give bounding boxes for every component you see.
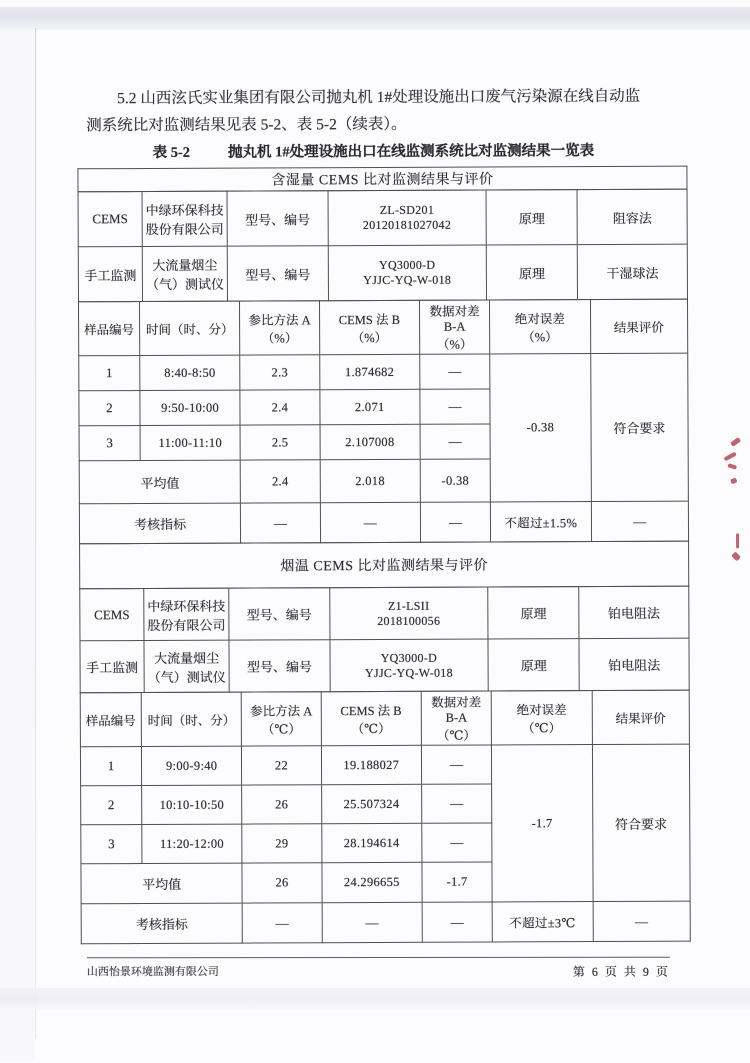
intro-line-1: 5.2 山西泫氏实业集团有限公司抛丸机 1#处理设施出口废气污染源在线自动监 (117, 87, 641, 108)
cell-principle: 铂电阻法 (579, 638, 689, 690)
red-seal-mark-icon (736, 533, 739, 548)
table-row (80, 638, 689, 693)
col-header-abs-error: 绝对误差 （%） (490, 300, 591, 354)
col-header-sample-no: 样品编号 (78, 302, 139, 356)
assessment-row (81, 901, 690, 944)
cell-vendor: 大流量烟尘 （气）测试仪 (144, 640, 229, 692)
cell-principle: 阻容法 (577, 189, 687, 244)
cell-sample-no: 1 (79, 356, 140, 391)
footer-company-name: 山西怡景环境监测有限公司 (86, 966, 219, 979)
footer-page-number: 第 6 页 共 9 页 (572, 964, 670, 979)
col-header-pair-diff: 数据对差 B-A （%） (420, 300, 490, 354)
cell-ref-a: 2.4 (240, 390, 319, 425)
cell-result-merged: 符合要求 (590, 353, 688, 501)
col-header-ref-method: 参比方法 A （%） (240, 301, 319, 355)
cell-average-cems-b: 2.018 (320, 459, 421, 502)
cell-model-label: 型号、编号 (229, 588, 330, 640)
col-header-cems-b: CEMS 法 B （%） (319, 300, 420, 354)
cell-model-label: 型号、编号 (229, 640, 330, 692)
cell-role: CEMS (80, 589, 144, 641)
section-title: 含湿量 CEMS 比对监测结果与评价 (78, 166, 687, 192)
cell-model-label: 型号、编号 (227, 246, 328, 301)
cell-model-label: 型号、编号 (227, 191, 328, 246)
cell-assessment-cems-b: — (320, 502, 421, 542)
cell-diff: — (420, 389, 490, 424)
cell-assessment-diff: — (420, 502, 490, 542)
section-title-table (79, 541, 689, 590)
table-row (78, 244, 687, 302)
cell-time: 11:20-12:00 (142, 824, 243, 863)
cell-vendor: 中绿环保科技 股份有限公司 (142, 191, 227, 246)
cell-model-serial: YQ3000-D YJJC-YQ-W-018 (328, 245, 487, 301)
table-caption-title: 抛丸机 1#处理设施出口在线监测系统比对监测结果一览表 (227, 143, 595, 161)
cell-principle-label: 原理 (486, 245, 578, 300)
intro-line-2: 测系统比对监测结果见表 5-2、表 5-2（续表）。 (86, 115, 407, 135)
cell-assessment-result: — (591, 501, 689, 541)
cell-vendor: 中绿环保科技 股份有限公司 (144, 588, 229, 640)
cell-cems-b: 25.507324 (321, 784, 422, 823)
comparison-tables (77, 166, 690, 945)
cell-principle: 铂电阻法 (579, 586, 689, 638)
cell-average-cems-b: 24.296655 (321, 862, 422, 902)
cell-time: 8:40-8:50 (140, 355, 241, 390)
table-caption-number: 表 5-2 (152, 144, 191, 161)
col-header-time: 时间（时、分） (141, 692, 242, 746)
cell-cems-b: 28.194614 (321, 823, 422, 862)
data-table (80, 690, 691, 945)
table-caption (0, 138, 748, 162)
table-row (80, 744, 689, 786)
cell-average-label: 平均值 (81, 863, 243, 904)
cell-result-merged: 符合要求 (592, 744, 690, 901)
cell-principle-label: 原理 (488, 639, 580, 691)
cell-principle-label: 原理 (488, 587, 580, 639)
cell-average-ref-a: 2.4 (241, 460, 320, 503)
col-header-result: 结果评价 (592, 690, 690, 744)
cell-assessment-ref-a: — (242, 903, 321, 943)
table-row (80, 586, 689, 641)
col-header-sample-no: 样品编号 (80, 693, 141, 747)
red-seal-mark-icon (727, 463, 737, 470)
assessment-row (79, 501, 688, 544)
cell-ref-a: 26 (242, 785, 321, 824)
cell-sample-no: 3 (81, 825, 142, 864)
cell-cems-b: 2.107008 (320, 424, 421, 459)
cell-model-serial: Z1-LSII 2018100056 (329, 587, 488, 640)
red-seal-mark-icon (724, 452, 737, 462)
cell-principle-label: 原理 (486, 190, 578, 245)
cell-time: 11:00-11:10 (140, 425, 241, 460)
header-row (78, 299, 687, 356)
cell-ref-a: 2.5 (240, 425, 319, 460)
cell-assessment-cems-b: — (322, 902, 423, 942)
cell-diff: — (422, 784, 492, 823)
col-header-time: 时间（时、分） (139, 301, 240, 355)
intro-paragraph (86, 83, 672, 140)
cell-assessment-limit: 不超过±1.5% (490, 502, 591, 542)
cell-average-diff: -1.7 (422, 862, 492, 902)
cell-cems-b: 2.071 (319, 389, 420, 424)
cell-assessment-ref-a: — (241, 503, 320, 543)
cell-abs-error-merged: -1.7 (491, 745, 592, 902)
cell-average-label: 平均值 (79, 460, 241, 504)
col-header-cems-b: CEMS 法 B （℃） (321, 691, 422, 745)
cell-sample-no: 2 (81, 786, 142, 825)
col-header-abs-error: 绝对误差 （℃） (491, 691, 592, 745)
red-seal-mark-icon (731, 551, 741, 561)
humidity-cems-table-block (77, 166, 689, 545)
red-seal-mark-icon (730, 478, 737, 485)
col-header-ref-method: 参比方法 A （℃） (242, 692, 321, 746)
cell-vendor: 大流量烟尘 （气）测试仪 (142, 246, 227, 301)
cell-role: 手工监测 (80, 641, 144, 693)
cell-diff: — (421, 745, 491, 784)
cell-role: CEMS (78, 192, 142, 247)
cell-average-diff: -0.38 (420, 459, 490, 502)
cell-assessment-limit: 不超过±3℃ (492, 902, 593, 942)
cell-assessment-label: 考核指标 (81, 903, 243, 944)
cell-assessment-label: 考核指标 (79, 503, 241, 544)
red-seal-mark-icon (730, 437, 741, 447)
col-header-pair-diff: 数据对差 B-A （℃） (421, 691, 491, 745)
cell-model-serial: ZL-SD201 20120181027042 (328, 190, 487, 246)
col-header-result: 结果评价 (590, 299, 688, 353)
cell-diff: — (420, 354, 490, 389)
cell-role: 手工监测 (78, 247, 142, 302)
cell-ref-a: 2.3 (240, 355, 319, 390)
equipment-table (79, 586, 689, 694)
data-table (78, 299, 689, 545)
flue-temp-cems-table-block (79, 541, 691, 945)
table-row (78, 189, 687, 247)
header-row (80, 690, 689, 747)
cell-sample-no: 3 (79, 426, 140, 461)
cell-diff: — (422, 823, 492, 862)
cell-average-ref-a: 26 (242, 863, 321, 903)
cell-time: 9:50-10:00 (140, 390, 241, 425)
table-row (79, 353, 688, 391)
cell-time: 9:00-9:40 (141, 746, 242, 785)
cell-sample-no: 2 (79, 391, 140, 426)
cell-time: 10:10-10:50 (142, 785, 243, 824)
page-footer (87, 957, 670, 981)
cell-abs-error-merged: -0.38 (490, 354, 591, 502)
cell-cems-b: 19.188027 (321, 745, 422, 784)
cell-sample-no: 1 (80, 747, 141, 786)
section-title: 烟温 CEMS 比对监测结果与评价 (80, 541, 689, 589)
cell-ref-a: 29 (242, 824, 321, 863)
cell-ref-a: 22 (242, 746, 321, 785)
cell-assessment-result: — (593, 901, 691, 941)
cell-model-serial: YQ3000-D YJJC-YQ-W-018 (330, 639, 489, 692)
equipment-table (78, 189, 688, 303)
cell-diff: — (420, 424, 490, 459)
cell-cems-b: 1.874682 (319, 354, 420, 389)
cell-principle: 干湿球法 (578, 244, 688, 299)
cell-assessment-diff: — (422, 902, 492, 942)
